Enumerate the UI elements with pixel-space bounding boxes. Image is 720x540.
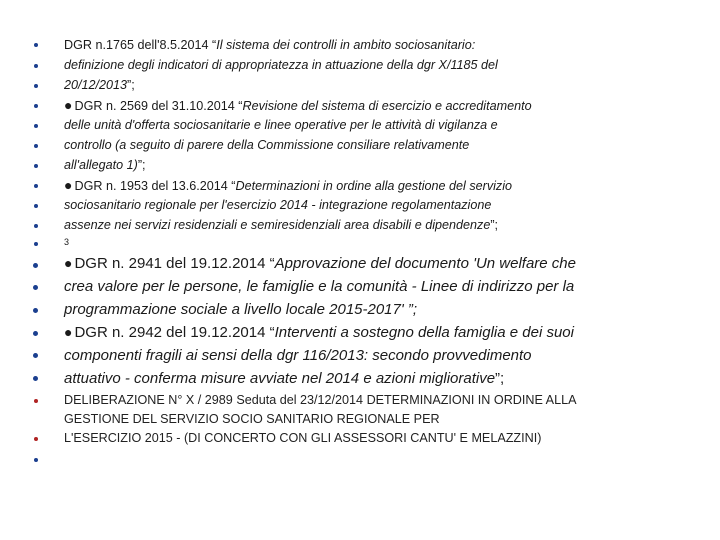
- text-line: definizione degli indicatori di appropriatezza in attuazione della dgr X/1185 del: [64, 58, 498, 72]
- text-span: ”;: [495, 370, 505, 387]
- text-span: 20/12/2013: [64, 78, 128, 92]
- text-line: [64, 175, 512, 196]
- text-span: DGR n. 2941 del 19.12.2014 “: [74, 255, 275, 272]
- bullet-icon: [33, 285, 38, 290]
- bullet-icon: [33, 376, 38, 381]
- text-line: [64, 75, 135, 95]
- bullet-icon: [34, 124, 38, 128]
- inline-bullet-icon: ●: [64, 97, 73, 113]
- text-span: Determinazioni in ordine alla gestione del servizio: [235, 179, 513, 193]
- bullet-icon: [34, 224, 38, 228]
- bullet-icon: [33, 353, 38, 358]
- bullet-icon: [33, 331, 38, 336]
- text-span: DGR n. 2942 del 19.12.2014 “: [74, 324, 275, 341]
- inline-bullet-icon: ●: [64, 177, 73, 193]
- text-line: [64, 252, 576, 275]
- inline-bullet-icon: ●: [64, 255, 73, 271]
- bullet-icon: [33, 263, 38, 268]
- text-span: Approvazione del documento 'Un welfare che: [274, 255, 576, 272]
- text-span: Interventi a sostegno della famiglia e dei suoi: [274, 324, 574, 341]
- bullet-icon: [34, 458, 38, 462]
- bullet-icon: [34, 184, 38, 188]
- text-line: programmazione sociale a livello locale 2015-2017' ”;: [64, 301, 418, 318]
- bullet-icon: [34, 399, 38, 403]
- text-line: crea valore per le persone, le famiglie e la comunità - Linee di indirizzo per la: [64, 278, 575, 295]
- text-span: all'allegato 1): [64, 158, 138, 172]
- text-span: ”;: [137, 158, 146, 172]
- text-span: Revisione del sistema di esercizio e accreditamento: [242, 99, 532, 113]
- bullet-icon: [34, 144, 38, 148]
- bullet-icon: [34, 84, 38, 88]
- text-line: [64, 95, 532, 116]
- text-span: DGR n. 2569 del 31.10.2014 “: [74, 99, 243, 113]
- text-line: [64, 155, 146, 175]
- bullet-icon: [34, 437, 38, 441]
- bullet-icon: [34, 104, 38, 108]
- bullet-icon: [34, 164, 38, 168]
- deliberation-line: L'ESERCIZIO 2015 - (DI CONCERTO CON GLI ASSESSORI CANTU' E MELAZZINI): [64, 431, 542, 445]
- text-line: [64, 367, 504, 390]
- text-span: ”;: [127, 78, 135, 92]
- deliberation-line: GESTIONE DEL SERVIZIO SOCIO SANITARIO REGIONALE PER: [64, 412, 440, 426]
- bullet-icon: [34, 64, 38, 68]
- text-line: delle unità d'offerta sociosanitarie e linee operative per le attività di vigilanza e: [64, 118, 498, 132]
- text-span: attuativo - conferma misure avviate nel 2014 e azioni migliorative: [64, 370, 496, 387]
- inline-bullet-icon: ●: [64, 324, 73, 340]
- text-span: ”;: [490, 218, 499, 232]
- text-line: [64, 321, 574, 344]
- bullet-icon: [33, 308, 38, 313]
- text-line: componenti fragili ai sensi della dgr 116/2013: secondo provvedimento: [64, 347, 532, 364]
- bullet-icon: [34, 43, 38, 47]
- deliberation-line: DELIBERAZIONE N° X / 2989 Seduta del 23/12/2014 DETERMINAZIONI IN ORDINE ALLA: [64, 393, 577, 407]
- page-number: 3: [64, 237, 70, 247]
- text-line: [64, 215, 498, 235]
- text-line: [64, 35, 475, 55]
- text-span: Il sistema dei controlli in ambito sociosanitario:: [216, 38, 476, 52]
- text-line: controllo (a seguito di parere della Commissione consiliare relativamente: [64, 138, 470, 152]
- text-span: DGR n.1765 dell'8.5.2014 “: [64, 38, 217, 52]
- bullet-icon: [34, 204, 38, 208]
- bullet-icon: [34, 242, 38, 246]
- text-span: DGR n. 1953 del 13.6.2014 “: [74, 179, 236, 193]
- text-span: assenze nei servizi residenziali e semiresidenziali area disabili e dipendenze: [64, 218, 491, 232]
- text-line: sociosanitario regionale per l'esercizio 2014 - integrazione regolamentazione: [64, 198, 492, 212]
